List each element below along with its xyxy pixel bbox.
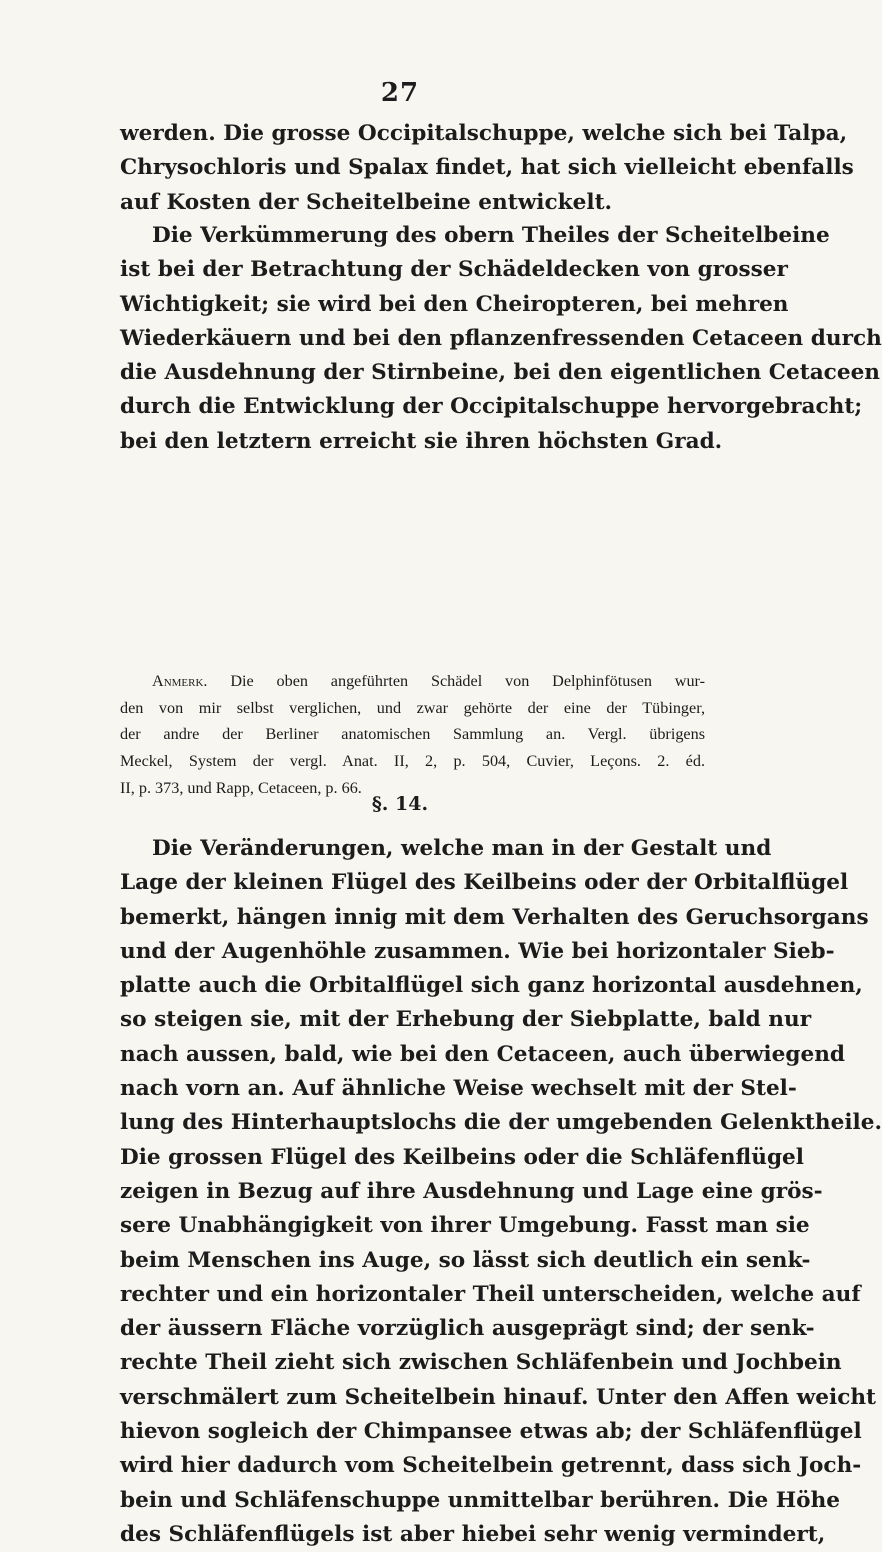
page-number: 27 — [380, 78, 420, 108]
text-line: Wichtigkeit; sie wird bei den Cheiropteren, bei mehren — [120, 291, 789, 317]
text-line: Chrysochloris und Spalax findet, hat sich vielleicht ebenfalls — [120, 155, 854, 181]
paragraph-continuation — [120, 117, 854, 220]
footnote-remark — [120, 668, 705, 802]
paragraph-section-14 — [120, 832, 882, 1552]
note-line: der andre der Berliner anatomischen Sammlung an. Vergl. übrigens — [120, 725, 705, 744]
text-line: verschmälert zum Scheitelbein hinauf. Unter den Affen weicht — [120, 1384, 877, 1410]
text-line: lung des Hinterhauptslochs die der umgebenden Gelenktheile. — [120, 1110, 882, 1136]
text-line: Die Verkümmerung des obern Theiles der Scheitelbeine — [152, 223, 830, 248]
text-line: nach vorn an. Auf ähnliche Weise wechselt mit der Stel- — [120, 1076, 797, 1102]
text-line: rechter und ein horizontaler Theil unterscheiden, welche auf — [120, 1281, 861, 1307]
note-line: den von mir selbst verglichen, und zwar gehörte der eine der Tübinger, — [120, 698, 705, 717]
text-line: bein und Schläfenschuppe unmittelbar berühren. Die Höhe — [120, 1487, 841, 1513]
text-line: ist bei der Betrachtung der Schädeldecken von grosser — [120, 257, 788, 283]
text-line: so steigen sie, mit der Erhebung der Siebplatte, bald nur — [120, 1007, 812, 1033]
text-line: zeigen in Bezug auf ihre Ausdehnung und Lage eine grös- — [120, 1178, 823, 1204]
note-label: Anmerk. — [152, 672, 208, 690]
text-line: Wiederkäuern und bei den pflanzenfressenden Cetaceen durch — [120, 325, 882, 351]
text-line: und der Augenhöhle zusammen. Wie bei horizontaler Sieb- — [120, 938, 835, 964]
text-line: bemerkt, hängen innig mit dem Verhalten des Geruchsorgans — [120, 904, 869, 930]
text-line: durch die Entwicklung der Occipitalschuppe hervorgebracht; — [120, 394, 863, 420]
text-line: wird hier dadurch vom Scheitelbein getrennt, dass sich Joch- — [120, 1453, 862, 1479]
text-line: der äussern Fläche vorzüglich ausgeprägt sind; der senk- — [120, 1316, 815, 1342]
text-line: Die grossen Flügel des Keilbeins oder die Schläfenflügel — [120, 1144, 804, 1170]
text-line: platte auch die Orbitalflügel sich ganz horizontal ausdehnen, — [120, 973, 863, 999]
section-heading: §. 14. — [371, 793, 429, 815]
text-line: hievon sogleich der Chimpansee etwas ab; der Schläfenflügel — [120, 1419, 862, 1445]
note-text: Die oben angeführten Schädel von Delphinfötusen wur- — [230, 672, 706, 690]
text-line: Die Veränderungen, welche man in der Gestalt und — [152, 836, 772, 861]
text-line: auf Kosten der Scheitelbeine entwickelt. — [120, 189, 613, 215]
text-line: die Ausdehnung der Stirnbeine, bei den eigentlichen Cetaceen — [120, 360, 881, 386]
note-line: II, p. 373, und Rapp, Cetaceen, p. 66. — [120, 778, 362, 797]
note-line: Meckel, System der vergl. Anat. II, 2, p. 504, Cuvier, Leçons. 2. éd. — [120, 752, 705, 771]
text-line: des Schläfenflügels ist aber hiebei sehr wenig vermindert, — [120, 1521, 826, 1547]
text-line: Lage der kleinen Flügel des Keilbeins oder der Orbitalflügel — [120, 870, 849, 896]
paragraph-parietal — [120, 219, 882, 459]
text-line: rechte Theil zieht sich zwischen Schläfenbein und Jochbein — [120, 1350, 842, 1376]
note-line — [120, 668, 705, 695]
text-line: werden. Die grosse Occipitalschuppe, welche sich bei Talpa, — [120, 121, 848, 146]
text-line: sere Unabhängigkeit von ihrer Umgebung. Fasst man sie — [120, 1213, 810, 1239]
text-line: beim Menschen ins Auge, so lässt sich deutlich ein senk- — [120, 1247, 811, 1273]
text-line: bei den letztern erreicht sie ihren höchsten Grad. — [120, 428, 723, 454]
text-line: nach aussen, bald, wie bei den Cetaceen, auch überwiegend — [120, 1041, 846, 1067]
